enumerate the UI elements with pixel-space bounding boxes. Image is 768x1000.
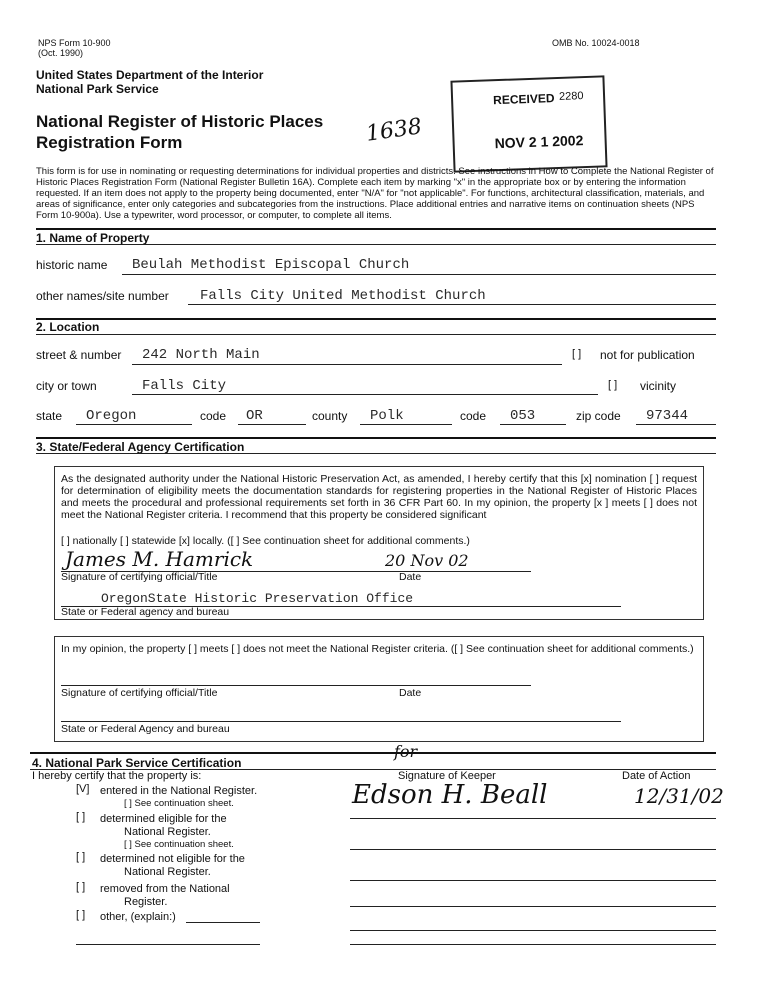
date-of-action-label: Date of Action: [622, 770, 691, 782]
other-names-value[interactable]: Falls City United Methodist Church: [200, 288, 486, 304]
determined-eligible-label-2: National Register.: [124, 826, 211, 838]
certification-date-handwritten: 20 Nov 02: [385, 551, 469, 570]
removed-label-2: Register.: [124, 896, 168, 908]
opinion-text: In my opinion, the property [ ] meets [ ] does not meet the National Register criteria. ([ ] See continuation sheet for additional comments.): [61, 643, 694, 655]
form-number: NPS Form 10-900: [38, 38, 111, 48]
not-for-publication-label: not for publication: [600, 348, 695, 362]
agency-label-2: State or Federal Agency and bureau: [61, 723, 230, 735]
not-eligible-label-2: National Register.: [124, 866, 211, 878]
not-eligible-label: determined not eligible for the: [100, 853, 245, 865]
certifying-official-signature: James M. Hamrick: [65, 547, 254, 571]
state-certification-box: [54, 466, 704, 620]
form-title-line-1: National Register of Historic Places: [36, 112, 324, 131]
agency-typed-value[interactable]: OregonState Historic Preservation Office: [101, 591, 414, 606]
state-code-value[interactable]: OR: [246, 408, 263, 424]
signature-label: Signature of certifying official/Title: [61, 571, 218, 583]
omb-number: OMB No. 10024-0018: [552, 38, 640, 48]
historic-name-label: historic name: [36, 258, 108, 272]
street-label: street & number: [36, 348, 122, 362]
zip-value[interactable]: 97344: [646, 408, 689, 424]
entered-continuation: [ ] See continuation sheet.: [124, 798, 234, 809]
instructions-paragraph: This form is for use in nominating or requesting determinations for individual properties and districts. See instructions in How to Complete the National Register of Historic Places Registration Form (National Register Bulletin 16A). Complete each item by marking "x" in the appropriate box or by entering the information requested. If an item does not apply to the property being documented, enter "N/A" for "not applicable". For functions, architectural classification, materials, and areas of significance, enter only categories and subcategories from the instructions. Place additional entries and narrative items on continuation sheets (NPS Form 10-900a). Use a typewriter, word processor, or computer, to complete all items.: [36, 166, 714, 221]
determined-eligible-label: determined eligible for the: [100, 813, 227, 825]
not-for-publication-checkbox[interactable]: [ ]: [572, 348, 582, 360]
entered-checkbox[interactable]: [V]: [76, 783, 90, 795]
section-3-heading: 3. State/Federal Agency Certification: [36, 440, 245, 454]
removed-checkbox[interactable]: [ ]: [76, 881, 86, 893]
section-2-heading: 2. Location: [36, 320, 100, 334]
stamp-date: NOV 2 1 2002: [494, 132, 584, 152]
section-4-heading: 4. National Park Service Certification: [32, 756, 242, 770]
stamp-received-code: 2280: [558, 90, 584, 103]
date-label-2: Date: [399, 687, 422, 699]
other-names-label: other names/site number: [36, 289, 169, 303]
other-label: other, (explain:): [100, 911, 176, 923]
state-code-label: code: [200, 409, 227, 423]
state-label: state: [36, 409, 63, 423]
date-of-action-handwritten: 12/31/02: [634, 784, 724, 808]
agency-label: State or Federal agency and bureau: [61, 606, 230, 618]
zip-label: zip code: [576, 409, 621, 423]
section-1-heading: 1. Name of Property: [36, 231, 150, 245]
historic-name-value[interactable]: Beulah Methodist Episcopal Church: [132, 257, 410, 273]
signature-label-2: Signature of certifying official/Title: [61, 687, 218, 699]
stamp-received: RECEIVED: [492, 91, 555, 108]
county-label: county: [312, 409, 348, 423]
not-eligible-checkbox[interactable]: [ ]: [76, 851, 86, 863]
vicinity-checkbox[interactable]: [ ]: [608, 379, 618, 391]
agency-line-2: National Park Service: [36, 82, 159, 96]
city-value[interactable]: Falls City: [142, 378, 227, 394]
state-value[interactable]: Oregon: [86, 408, 137, 424]
keeper-label: Signature of Keeper: [398, 770, 496, 782]
agency-line-1: United States Department of the Interior: [36, 68, 264, 82]
other-checkbox[interactable]: [ ]: [76, 909, 86, 921]
vicinity-label: vicinity: [640, 379, 677, 393]
county-code-value[interactable]: 053: [510, 408, 536, 424]
keeper-signature: Edson H. Beall: [352, 780, 548, 810]
county-value[interactable]: Polk: [370, 408, 404, 424]
nps-certify-intro: I hereby certify that the property is:: [32, 770, 202, 782]
received-stamp: [450, 75, 607, 172]
form-date: (Oct. 1990): [38, 48, 84, 58]
entered-label: entered in the National Register.: [100, 785, 258, 797]
significance-line: [ ] nationally [ ] statewide [x] locally. ([ ] See continuation sheet for additional comments.): [61, 535, 470, 547]
handwritten-reference-number: 1638: [364, 114, 424, 147]
city-label: city or town: [36, 379, 97, 393]
county-code-label: code: [460, 409, 487, 423]
determined-eligible-continuation: [ ] See continuation sheet.: [124, 839, 234, 850]
opinion-box: [54, 636, 704, 742]
determined-eligible-checkbox[interactable]: [ ]: [76, 811, 86, 823]
form-title-line-2: Registration Form: [36, 133, 183, 152]
street-value[interactable]: 242 North Main: [142, 347, 260, 363]
date-label: Date: [399, 571, 422, 583]
removed-label: removed from the National: [100, 883, 230, 895]
keeper-for-handwritten: for: [394, 742, 418, 761]
certification-text: As the designated authority under the National Historic Preservation Act, as amended, I hereby certify that this [x] nomination [ ] request for determination of eligibility meets the documentation standards for registering properties in the National Register of Historic Places and meets the procedural and professional requirements set forth in 36 CFR Part 60. In my opinion, the property [x ] meets [ ] does not meet the National Register criteria. I recommend that this property be considered significant: [61, 473, 697, 521]
